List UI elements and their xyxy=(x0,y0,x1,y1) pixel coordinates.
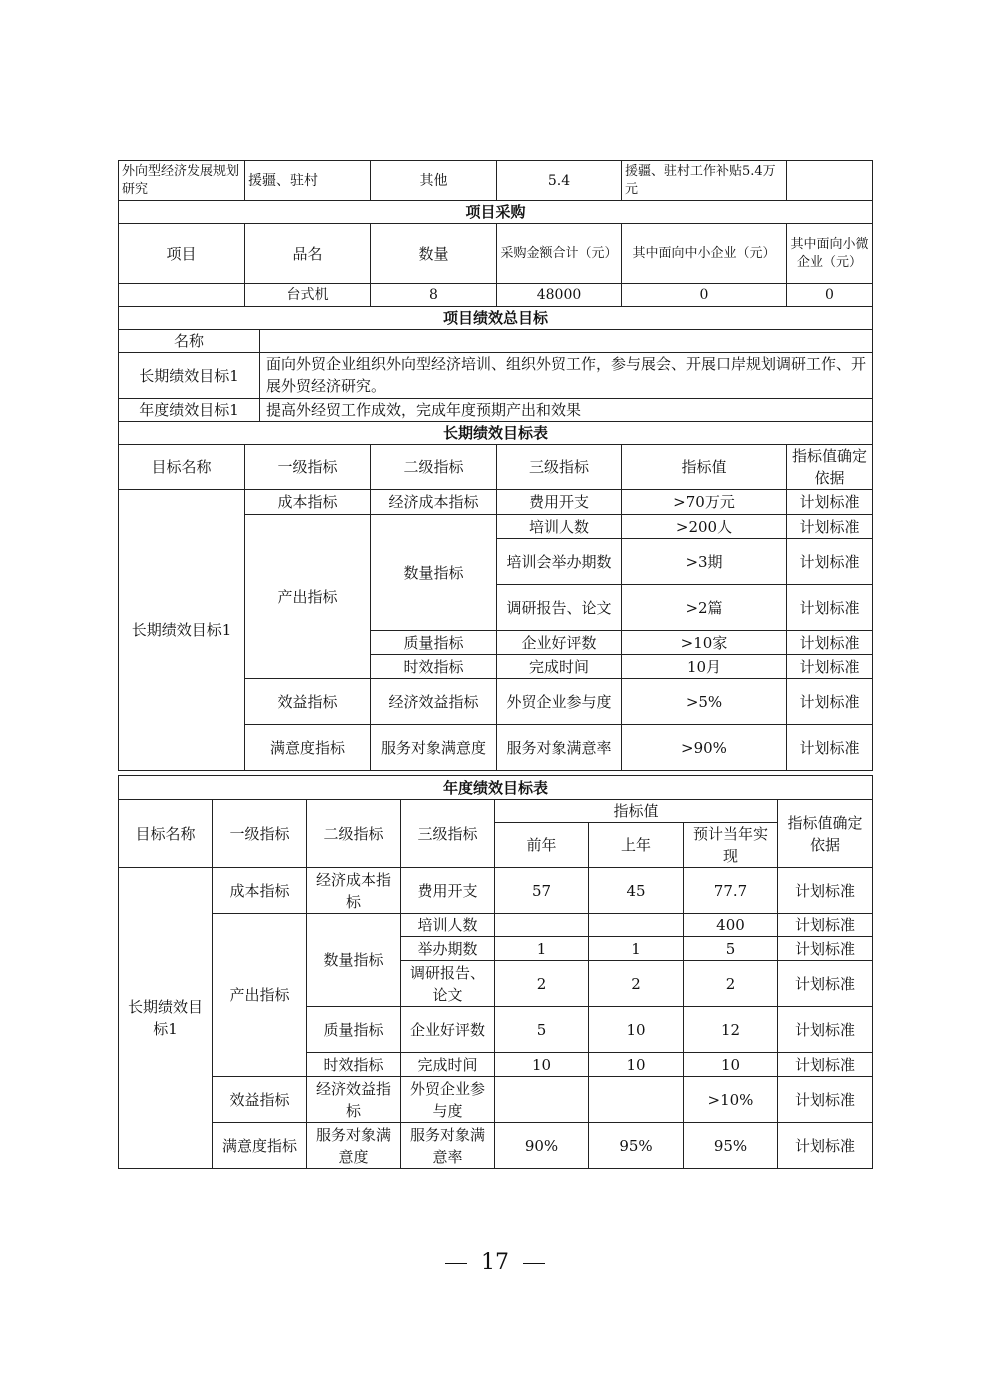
long-level2: 经济效益指标 xyxy=(371,679,497,725)
long-header: 一级指标 xyxy=(245,445,371,490)
annual-row xyxy=(119,914,873,937)
procurement-header: 品名 xyxy=(245,224,371,284)
goal-annual-value: 提高外经贸工作成效，完成年度预期产出和效果 xyxy=(266,401,582,419)
long-basis: 计划标准 xyxy=(787,515,873,539)
budget-row xyxy=(119,161,873,201)
annual-level2: 服务对象满意度 xyxy=(307,1123,401,1169)
annual-table-title: 年度绩效目标表 xyxy=(119,776,873,800)
annual-y1: 5 xyxy=(495,1007,589,1053)
long-value: >2篇 xyxy=(622,585,787,631)
annual-y1: 57 xyxy=(495,868,589,914)
long-level2: 时效指标 xyxy=(371,655,497,679)
annual-level3: 举办期数 xyxy=(401,937,495,961)
procurement-row xyxy=(119,284,873,307)
budget-extra xyxy=(787,161,873,201)
procurement-cell: 8 xyxy=(371,284,497,307)
annual-level3: 服务对象满意率 xyxy=(401,1123,495,1169)
annual-y3: 12 xyxy=(684,1007,778,1053)
long-basis: 计划标准 xyxy=(787,679,873,725)
annual-y3: >10% xyxy=(684,1077,778,1123)
goal-long-label: 长期绩效目标1 xyxy=(119,353,260,398)
annual-y3: 2 xyxy=(684,961,778,1007)
annual-level1: 产出指标 xyxy=(213,914,307,1077)
procurement-header: 其中面向小微企业（元） xyxy=(787,224,873,284)
long-level3: 外贸企业参与度 xyxy=(497,679,622,725)
long-level1: 成本指标 xyxy=(245,490,371,515)
annual-level3: 培训人数 xyxy=(401,914,495,937)
long-level2: 质量指标 xyxy=(371,631,497,655)
long-value: >90% xyxy=(622,725,787,771)
annual-level1: 成本指标 xyxy=(213,868,307,914)
annual-level3: 调研报告、论文 xyxy=(401,961,495,1007)
long-value: >200人 xyxy=(622,515,787,539)
annual-y3: 77.7 xyxy=(684,868,778,914)
long-table-title: 长期绩效目标表 xyxy=(119,422,873,445)
annual-level1: 满意度指标 xyxy=(213,1123,307,1169)
long-header: 三级指标 xyxy=(497,445,622,490)
long-basis: 计划标准 xyxy=(787,490,873,515)
annual-basis: 计划标准 xyxy=(778,1007,873,1053)
annual-header-row xyxy=(119,800,873,823)
long-header: 二级指标 xyxy=(371,445,497,490)
procurement-title: 项目采购 xyxy=(119,201,873,224)
long-level3: 调研报告、论文 xyxy=(497,585,622,631)
annual-header: 一级指标 xyxy=(213,800,307,868)
annual-basis: 计划标准 xyxy=(778,914,873,937)
annual-y1 xyxy=(495,914,589,937)
page-number xyxy=(0,1250,990,1275)
long-level3: 培训会举办期数 xyxy=(497,539,622,585)
annual-level2: 数量指标 xyxy=(307,914,401,1007)
annual-level2: 时效指标 xyxy=(307,1053,401,1077)
annual-row xyxy=(119,1123,873,1169)
annual-y3: 5 xyxy=(684,937,778,961)
budget-note: 援疆、驻村工作补贴5.4万元 xyxy=(622,161,787,201)
annual-level2: 质量指标 xyxy=(307,1007,401,1053)
annual-y2: 95% xyxy=(589,1123,684,1169)
long-level3: 企业好评数 xyxy=(497,631,622,655)
annual-basis: 计划标准 xyxy=(778,937,873,961)
budget-amount: 5.4 xyxy=(497,161,622,201)
annual-y2: 2 xyxy=(589,961,684,1007)
long-basis: 计划标准 xyxy=(787,539,873,585)
annual-y2: 10 xyxy=(589,1007,684,1053)
annual-y1: 1 xyxy=(495,937,589,961)
long-header: 目标名称 xyxy=(119,445,245,490)
long-level1: 产出指标 xyxy=(245,515,371,679)
annual-level2: 经济效益指标 xyxy=(307,1077,401,1123)
annual-header: 预计当年实现 xyxy=(684,823,778,868)
long-row xyxy=(119,490,873,515)
annual-y1: 2 xyxy=(495,961,589,1007)
long-level1: 满意度指标 xyxy=(245,725,371,771)
annual-y2: 45 xyxy=(589,868,684,914)
annual-y3: 400 xyxy=(684,914,778,937)
procurement-cell xyxy=(119,284,245,307)
long-level1: 效益指标 xyxy=(245,679,371,725)
annual-level3: 费用开支 xyxy=(401,868,495,914)
annual-y2: 1 xyxy=(589,937,684,961)
annual-y3: 10 xyxy=(684,1053,778,1077)
annual-header: 上年 xyxy=(589,823,684,868)
long-level3: 费用开支 xyxy=(497,490,622,515)
long-value: >10家 xyxy=(622,631,787,655)
budget-type: 其他 xyxy=(371,161,497,201)
annual-y3: 95% xyxy=(684,1123,778,1169)
long-level3: 完成时间 xyxy=(497,655,622,679)
annual-header: 二级指标 xyxy=(307,800,401,868)
procurement-header-row xyxy=(119,224,873,284)
annual-row xyxy=(119,868,873,914)
annual-performance-table xyxy=(118,775,873,1169)
goal-name-value xyxy=(260,330,872,352)
long-level3: 培训人数 xyxy=(497,515,622,539)
long-level2: 经济成本指标 xyxy=(371,490,497,515)
annual-level3: 外贸企业参与度 xyxy=(401,1077,495,1123)
annual-header: 指标值 xyxy=(495,800,778,823)
annual-header: 前年 xyxy=(495,823,589,868)
annual-goal-name: 长期绩效目标1 xyxy=(119,868,213,1169)
annual-level1: 效益指标 xyxy=(213,1077,307,1123)
procurement-header: 其中面向中小企业（元） xyxy=(622,224,787,284)
annual-y1: 90% xyxy=(495,1123,589,1169)
annual-level3: 企业好评数 xyxy=(401,1007,495,1053)
long-basis: 计划标准 xyxy=(787,725,873,771)
long-basis: 计划标准 xyxy=(787,585,873,631)
annual-y2 xyxy=(589,914,684,937)
annual-level3: 完成时间 xyxy=(401,1053,495,1077)
annual-header: 目标名称 xyxy=(119,800,213,868)
annual-y2 xyxy=(589,1077,684,1123)
procurement-header: 采购金额合计（元） xyxy=(497,224,622,284)
annual-level2: 经济成本指标 xyxy=(307,868,401,914)
budget-project: 外向型经济发展规划研究 xyxy=(119,161,245,201)
long-value: 10月 xyxy=(622,655,787,679)
goal-name-label: 名称 xyxy=(119,330,260,352)
procurement-header: 数量 xyxy=(371,224,497,284)
annual-header: 三级指标 xyxy=(401,800,495,868)
annual-basis: 计划标准 xyxy=(778,1123,873,1169)
annual-y1: 10 xyxy=(495,1053,589,1077)
page-number-dash-right xyxy=(523,1263,545,1264)
long-level2: 服务对象满意度 xyxy=(371,725,497,771)
procurement-cell: 48000 xyxy=(497,284,622,307)
long-value: >5% xyxy=(622,679,787,725)
annual-basis: 计划标准 xyxy=(778,1077,873,1123)
annual-y2: 10 xyxy=(589,1053,684,1077)
procurement-cell: 0 xyxy=(622,284,787,307)
long-table-header-row xyxy=(119,445,873,490)
annual-basis: 计划标准 xyxy=(778,868,873,914)
long-level2: 数量指标 xyxy=(371,515,497,631)
page-number-dash-left xyxy=(445,1263,467,1264)
long-value: >70万元 xyxy=(622,490,787,515)
long-value: >3期 xyxy=(622,539,787,585)
performance-table-upper xyxy=(118,160,873,771)
long-goal-name: 长期绩效目标1 xyxy=(119,490,245,771)
overall-goal-title: 项目绩效总目标 xyxy=(119,307,873,330)
goal-long-value: 面向外贸企业组织外向型经济培训、组织外贸工作，参与展会、开展口岸规划调研工作、开展外贸经济研究。 xyxy=(266,355,867,395)
page-number-text: 17 xyxy=(481,1250,509,1275)
annual-y1 xyxy=(495,1077,589,1123)
annual-row xyxy=(119,1077,873,1123)
goal-annual-label: 年度绩效目标1 xyxy=(119,399,260,421)
annual-basis: 计划标准 xyxy=(778,961,873,1007)
long-basis: 计划标准 xyxy=(787,631,873,655)
annual-header: 指标值确定依据 xyxy=(778,800,873,868)
long-header: 指标值 xyxy=(622,445,787,490)
procurement-cell: 0 xyxy=(787,284,873,307)
procurement-cell: 台式机 xyxy=(245,284,371,307)
procurement-header: 项目 xyxy=(119,224,245,284)
budget-content: 援疆、驻村 xyxy=(245,161,371,201)
long-basis: 计划标准 xyxy=(787,655,873,679)
long-level3: 服务对象满意率 xyxy=(497,725,622,771)
long-header: 指标值确定依据 xyxy=(787,445,873,490)
annual-basis: 计划标准 xyxy=(778,1053,873,1077)
